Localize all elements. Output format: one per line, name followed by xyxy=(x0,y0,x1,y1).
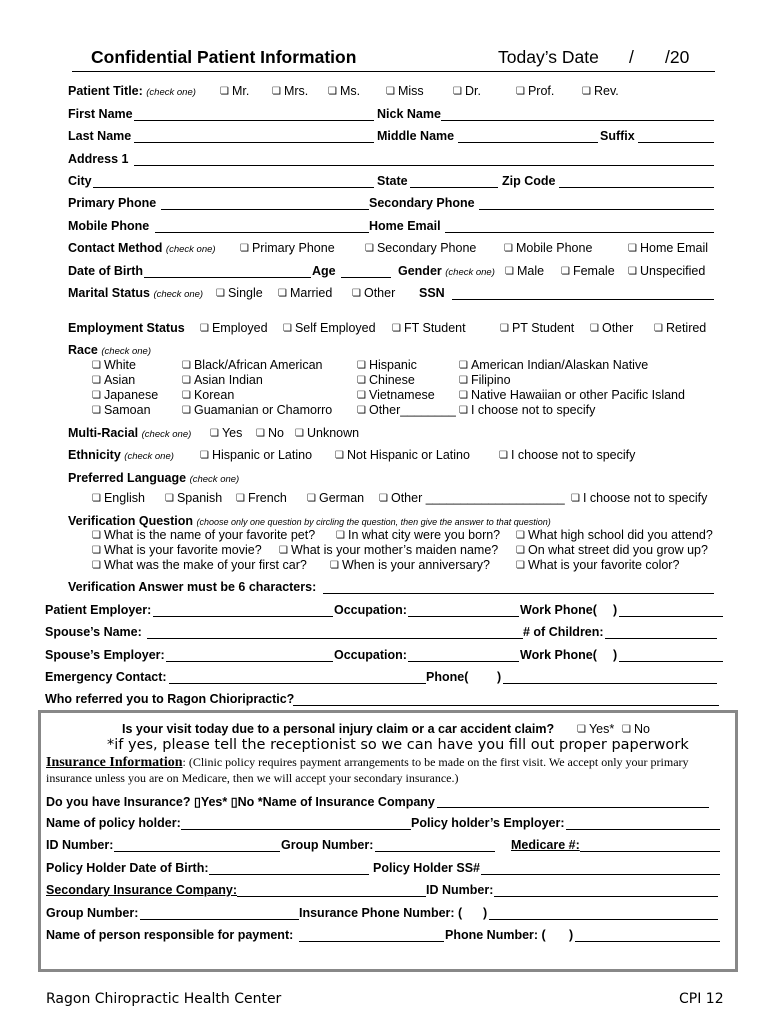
address1-label: Address 1 xyxy=(68,152,129,166)
verification-q-car[interactable]: ❏ What was the make of your first car? xyxy=(92,558,307,572)
first-name-field[interactable] xyxy=(134,108,374,121)
ethnicity-not-hispanic-checkbox[interactable]: ❏ Not Hispanic or Latino xyxy=(335,448,470,462)
injury-question: Is your visit today due to a personal injury claim or a car accident claim? xyxy=(122,722,555,736)
verification-q-highschool[interactable]: ❏ What high school did you attend? xyxy=(516,528,713,542)
ethnicity-label: Ethnicity (check one) xyxy=(68,448,174,462)
gender-male-checkbox[interactable]: ❏ Male xyxy=(505,264,544,278)
marital-single-checkbox[interactable]: ❏ Single xyxy=(216,286,263,300)
policy-holder-label: Name of policy holder: xyxy=(46,816,181,830)
language-no-specify-checkbox[interactable]: ❏ I choose not to specify xyxy=(571,491,707,505)
title-miss-checkbox[interactable]: ❏ Miss xyxy=(386,84,424,98)
first-name-label: First Name xyxy=(68,107,133,121)
multiracial-label: Multi-Racial (check one) xyxy=(68,426,192,440)
race-other-checkbox[interactable]: ❏ Other________ xyxy=(357,403,456,417)
suffix-label: Suffix xyxy=(600,129,635,143)
gender-female-checkbox[interactable]: ❏ Female xyxy=(561,264,615,278)
header-rule xyxy=(72,71,715,72)
home-email-label: Home Email xyxy=(369,219,441,233)
holder-ss-field[interactable] xyxy=(481,862,720,875)
spouse-work-phone-label: Work Phone( xyxy=(520,648,597,662)
group-number-field[interactable] xyxy=(375,839,495,852)
occupation-label: Occupation: xyxy=(334,603,407,617)
spouse-employer-label: Spouse’s Employer: xyxy=(45,648,165,662)
ssn-label: SSN xyxy=(419,286,445,300)
race-no-specify-checkbox[interactable]: ❏ I choose not to specify xyxy=(459,403,595,417)
race-asian-checkbox[interactable]: ❏ Asian xyxy=(92,373,135,387)
middle-name-label: Middle Name xyxy=(377,129,455,143)
employment-employed-checkbox[interactable]: ❏ Employed xyxy=(200,321,268,335)
spouse-employer-field[interactable] xyxy=(166,649,333,662)
race-american-indian-checkbox[interactable]: ❏ American Indian/Alaskan Native xyxy=(459,358,648,372)
work-phone-field[interactable] xyxy=(619,604,723,617)
zip-field[interactable] xyxy=(559,175,714,188)
home-email-field[interactable] xyxy=(445,220,714,233)
verification-q-city[interactable]: ❏ In what city were you born? xyxy=(336,528,500,542)
footer-form-code: CPI 12 xyxy=(679,991,724,1007)
spouse-occupation-field[interactable] xyxy=(408,649,519,662)
multiracial-unknown-checkbox[interactable]: ❏ Unknown xyxy=(295,426,359,440)
spouse-work-phone-paren: ) xyxy=(613,648,618,662)
primary-phone-field[interactable] xyxy=(161,197,369,210)
language-label: Preferred Language (check one) xyxy=(68,471,240,485)
title-dr-checkbox[interactable]: ❏ Dr. xyxy=(453,84,481,98)
group-number2-field[interactable] xyxy=(140,907,299,920)
spouse-work-phone-field[interactable] xyxy=(619,649,723,662)
verification-q-street[interactable]: ❏ On what street did you grow up? xyxy=(516,543,708,557)
race-label: Race (check one) xyxy=(68,343,152,357)
race-native-hawaiian-checkbox[interactable]: ❏ Native Hawaiian or other Pacific Island xyxy=(459,388,685,402)
contact-secondary-phone-checkbox[interactable]: ❏ Secondary Phone xyxy=(365,241,476,255)
race-asian-indian-checkbox[interactable]: ❏ Asian Indian xyxy=(182,373,263,387)
secondary-company-field[interactable] xyxy=(237,884,426,897)
age-label: Age xyxy=(312,264,336,278)
city-field[interactable] xyxy=(93,175,374,188)
city-label: City xyxy=(68,174,92,188)
nick-name-label: Nick Name xyxy=(377,107,441,121)
zip-label: Zip Code xyxy=(502,174,556,188)
date-label: Today’s Date xyxy=(498,47,599,67)
group-number2-label: Group Number: xyxy=(46,906,139,920)
occupation-field[interactable] xyxy=(408,604,519,617)
children-label: # of Children: xyxy=(523,625,604,639)
insurance-phone-field[interactable] xyxy=(489,907,718,920)
secondary-phone-label: Secondary Phone xyxy=(369,196,475,210)
race-samoan-checkbox[interactable]: ❏ Samoan xyxy=(92,403,151,417)
employment-retired-checkbox[interactable]: ❏ Retired xyxy=(654,321,706,335)
holder-dob-label: Policy Holder Date of Birth: xyxy=(46,861,209,875)
holder-employer-field[interactable] xyxy=(566,817,720,830)
employment-other-checkbox[interactable]: ❏ Other xyxy=(590,321,633,335)
verification-label: Verification Question (choose only one question by circling the question, then give the answer to that question) xyxy=(68,514,551,528)
marital-status-label: Marital Status (check one) xyxy=(68,286,204,300)
id-number2-label: ID Number: xyxy=(426,883,494,897)
suffix-field[interactable] xyxy=(638,130,714,143)
race-white-checkbox[interactable]: ❏ White xyxy=(92,358,136,372)
race-black-checkbox[interactable]: ❏ Black/African American xyxy=(182,358,323,372)
have-insurance-label: Do you have Insurance? ▯Yes* ▯No *Name of Insurance Company xyxy=(46,795,435,809)
title-prof-checkbox[interactable]: ❏ Prof. xyxy=(516,84,554,98)
language-english-checkbox[interactable]: ❏ English xyxy=(92,491,145,505)
verification-q-movie[interactable]: ❏ What is your favorite movie? xyxy=(92,543,262,557)
state-label: State xyxy=(377,174,408,188)
spouse-name-field[interactable] xyxy=(147,626,523,639)
responsible-phone-label: Phone Number: ( xyxy=(445,928,546,942)
work-phone-paren: ) xyxy=(613,603,618,617)
insurance-info-heading: Insurance Information: (Clinic policy requires payment arrangements to be made on the first visit. We accept only your primary xyxy=(46,755,689,770)
race-japanese-checkbox[interactable]: ❏ Japanese xyxy=(92,388,158,402)
medicare-label: Medicare #: xyxy=(511,838,580,852)
medicare-field[interactable] xyxy=(580,839,720,852)
dob-label: Date of Birth xyxy=(68,264,143,278)
race-vietnamese-checkbox[interactable]: ❏ Vietnamese xyxy=(357,388,435,402)
id-number2-field[interactable] xyxy=(494,884,718,897)
title-mr-checkbox[interactable]: ❏ Mr. xyxy=(220,84,249,98)
form-title: Confidential Patient Information xyxy=(91,47,357,67)
id-number-field[interactable] xyxy=(114,839,280,852)
contact-home-email-checkbox[interactable]: ❏ Home Email xyxy=(628,241,708,255)
group-number-label: Group Number: xyxy=(281,838,374,852)
gender-unspecified-checkbox[interactable]: ❏ Unspecified xyxy=(628,264,705,278)
id-number-label: ID Number: xyxy=(46,838,114,852)
title-rev-checkbox[interactable]: ❏ Rev. xyxy=(582,84,619,98)
date-year: /20 xyxy=(665,47,690,67)
verification-q-anniversary[interactable]: ❏ When is your anniversary? xyxy=(330,558,490,572)
injury-no-checkbox[interactable]: ❏ No xyxy=(622,722,650,736)
race-hispanic-checkbox[interactable]: ❏ Hispanic xyxy=(357,358,417,372)
race-filipino-checkbox[interactable]: ❏ Filipino xyxy=(459,373,511,387)
verification-answer-label: Verification Answer must be 6 characters: xyxy=(68,580,317,594)
date-separator: / xyxy=(629,47,634,67)
primary-phone-label: Primary Phone xyxy=(68,196,157,210)
language-german-checkbox[interactable]: ❏ German xyxy=(307,491,364,505)
marital-married-checkbox[interactable]: ❏ Married xyxy=(278,286,332,300)
race-guamanian-checkbox[interactable]: ❏ Guamanian or Chamorro xyxy=(182,403,332,417)
holder-ss-label: Policy Holder SS# xyxy=(373,861,480,875)
holder-employer-label: Policy holder’s Employer: xyxy=(411,816,565,830)
patient-title-label: Patient Title: (check one) xyxy=(68,84,196,98)
insurance-policy-text: insurance unless you are on Medicare, then we will accept your secondary insurance.) xyxy=(46,771,459,785)
spouse-name-label: Spouse’s Name: xyxy=(45,625,142,639)
employment-self-employed-checkbox[interactable]: ❏ Self Employed xyxy=(283,321,376,335)
patient-employer-label: Patient Employer: xyxy=(45,603,152,617)
secondary-company-label: Secondary Insurance Company: xyxy=(46,883,238,897)
last-name-label: Last Name xyxy=(68,129,132,143)
language-spanish-checkbox[interactable]: ❏ Spanish xyxy=(165,491,222,505)
language-french-checkbox[interactable]: ❏ French xyxy=(236,491,287,505)
work-phone-label: Work Phone( xyxy=(520,603,597,617)
verification-q-maiden[interactable]: ❏ What is your mother’s maiden name? xyxy=(279,543,498,557)
responsible-field[interactable] xyxy=(299,929,444,942)
address1-field[interactable] xyxy=(134,153,714,166)
marital-other-checkbox[interactable]: ❏ Other xyxy=(352,286,395,300)
mobile-phone-label: Mobile Phone xyxy=(68,219,150,233)
patient-employer-field[interactable] xyxy=(153,604,333,617)
race-chinese-checkbox[interactable]: ❏ Chinese xyxy=(357,373,415,387)
nick-name-field[interactable] xyxy=(441,108,714,121)
emergency-contact-label: Emergency Contact: xyxy=(45,670,167,684)
verification-q-color[interactable]: ❏ What is your favorite color? xyxy=(516,558,679,572)
emergency-phone-label: Phone( xyxy=(426,670,469,684)
dob-field[interactable] xyxy=(144,265,311,278)
contact-mobile-phone-checkbox[interactable]: ❏ Mobile Phone xyxy=(504,241,592,255)
children-field[interactable] xyxy=(605,626,717,639)
policy-holder-field[interactable] xyxy=(181,817,411,830)
last-name-field[interactable] xyxy=(134,130,374,143)
responsible-phone-field[interactable] xyxy=(575,929,720,942)
holder-dob-field[interactable] xyxy=(209,862,369,875)
verification-answer-field[interactable] xyxy=(323,581,714,594)
multiracial-no-checkbox[interactable]: ❏ No xyxy=(256,426,284,440)
emergency-contact-field[interactable] xyxy=(169,671,426,684)
age-field[interactable] xyxy=(341,265,391,278)
language-other-checkbox[interactable]: ❏ Other ____________________ xyxy=(379,491,565,505)
contact-method-label: Contact Method (check one) xyxy=(68,241,216,255)
title-ms-checkbox[interactable]: ❏ Ms. xyxy=(328,84,360,98)
responsible-phone-paren: ) xyxy=(569,928,574,942)
ethnicity-no-specify-checkbox[interactable]: ❏ I choose not to specify xyxy=(499,448,635,462)
employment-status-label: Employment Status xyxy=(68,321,185,335)
injury-note: *if yes, please tell the receptionist so we can have you fill out proper paperwork xyxy=(107,737,689,753)
gender-label: Gender (check one) xyxy=(398,264,495,278)
secondary-phone-field[interactable] xyxy=(479,197,714,210)
footer-clinic-name: Ragon Chiropractic Health Center xyxy=(46,991,282,1007)
referred-field[interactable] xyxy=(293,693,719,706)
middle-name-field[interactable] xyxy=(458,130,598,143)
verification-q-pet[interactable]: ❏ What is the name of your favorite pet? xyxy=(92,528,315,542)
emergency-phone-field[interactable] xyxy=(503,671,717,684)
spouse-occupation-label: Occupation: xyxy=(334,648,407,662)
contact-primary-phone-checkbox[interactable]: ❏ Primary Phone xyxy=(240,241,335,255)
multiracial-yes-checkbox[interactable]: ❏ Yes xyxy=(210,426,242,440)
insurance-company-field[interactable] xyxy=(437,795,709,808)
state-field[interactable] xyxy=(410,175,498,188)
ethnicity-hispanic-checkbox[interactable]: ❏ Hispanic or Latino xyxy=(200,448,312,462)
responsible-label: Name of person responsible for payment: xyxy=(46,928,294,942)
insurance-phone-label: Insurance Phone Number: ( xyxy=(299,906,463,920)
mobile-phone-field[interactable] xyxy=(155,220,369,233)
ssn-field[interactable] xyxy=(452,287,714,300)
employment-ft-student-checkbox[interactable]: ❏ FT Student xyxy=(392,321,466,335)
employment-pt-student-checkbox[interactable]: ❏ PT Student xyxy=(500,321,574,335)
title-mrs-checkbox[interactable]: ❏ Mrs. xyxy=(272,84,308,98)
insurance-phone-paren: ) xyxy=(483,906,488,920)
referred-label: Who referred you to Ragon Chioripractic? xyxy=(45,692,295,706)
race-korean-checkbox[interactable]: ❏ Korean xyxy=(182,388,234,402)
emergency-phone-paren: ) xyxy=(497,670,502,684)
injury-yes-checkbox[interactable]: ❏ Yes* xyxy=(577,722,614,736)
